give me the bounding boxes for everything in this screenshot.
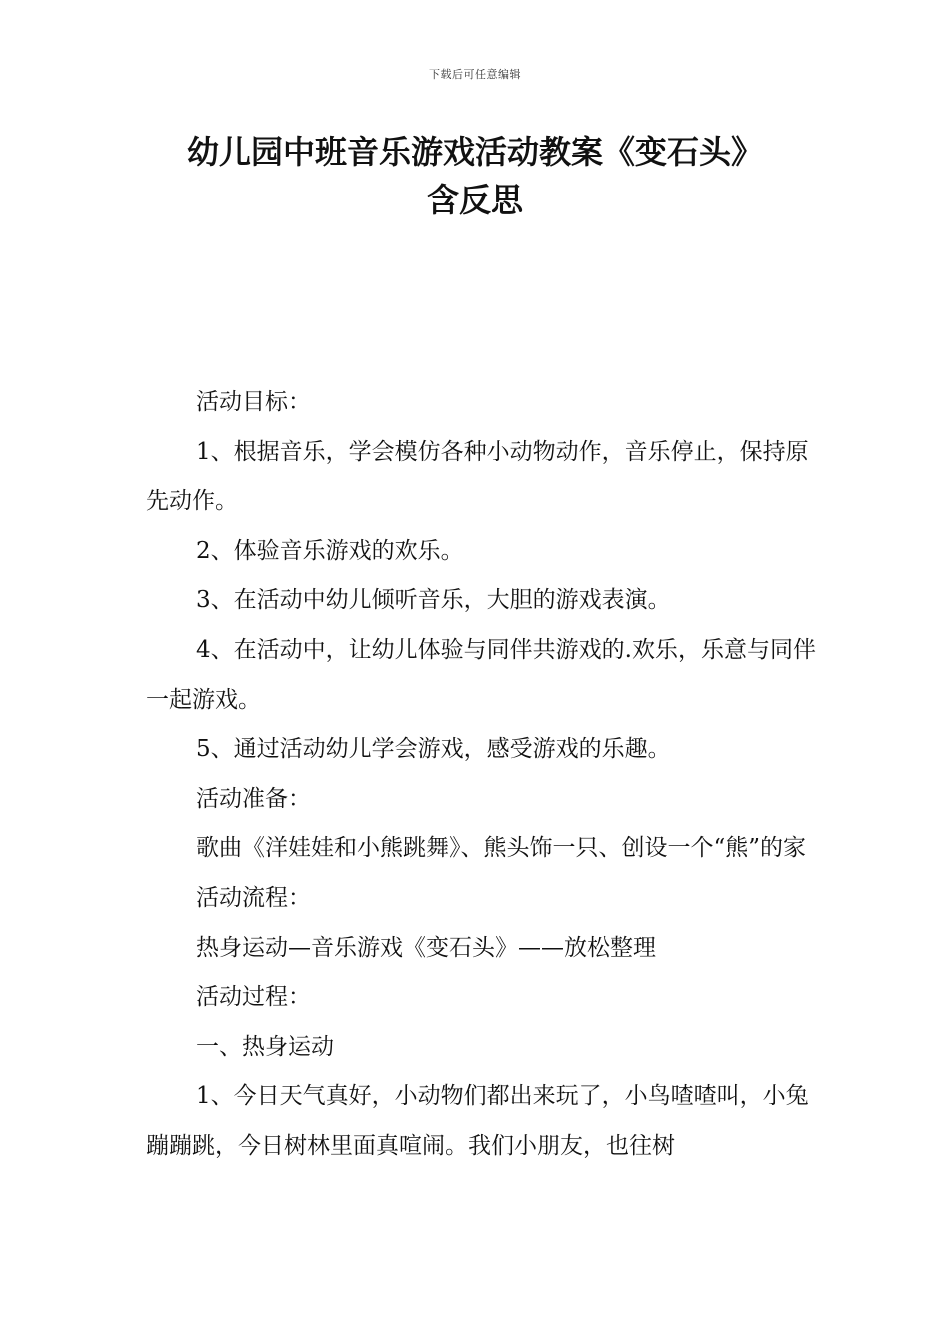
document-body — [146, 378, 830, 1172]
flow-text: 热身运动—音乐游戏《变石头》——放松整理 — [196, 934, 656, 961]
goal-item: 3、在活动中幼儿倾听音乐，大胆的游戏表演。 — [196, 587, 671, 614]
preparation-text: 歌曲《洋娃娃和小熊跳舞》、熊头饰一只、创设一个“熊”的家 — [196, 835, 807, 862]
section-heading-preparation: 活动准备： — [196, 785, 311, 812]
process-subheading: 一、热身运动 — [196, 1033, 334, 1060]
goal-item: 1、根据音乐，学会模仿各种小动物动作，音乐停止，保持原先动作。 — [146, 438, 809, 515]
goal-item: 5、通过活动幼儿学会游戏，感受游戏的乐趣。 — [196, 736, 671, 763]
section-heading-goals: 活动目标： — [196, 389, 311, 415]
goal-item: 2、体验音乐游戏的欢乐。 — [196, 537, 464, 564]
document-title — [60, 128, 890, 224]
section-heading-flow: 活动流程： — [196, 884, 311, 911]
goal-item: 4、在活动中，让幼儿体验与同伴共游戏的.欢乐，乐意与同伴一起游戏。 — [146, 636, 816, 713]
process-item: 1、今日天气真好，小动物们都出来玩了，小鸟喳喳叫，小兔蹦蹦跳，今日树林里面真喧闹。我们小朋友，也往树 — [146, 1083, 809, 1159]
title-line-2: 含反思 — [426, 181, 523, 219]
title-line-1: 幼儿园中班音乐游戏活动教案《变石头》 — [186, 133, 763, 171]
header-note: 下载后可任意编辑 — [429, 68, 521, 81]
section-heading-process: 活动过程： — [196, 984, 311, 1011]
